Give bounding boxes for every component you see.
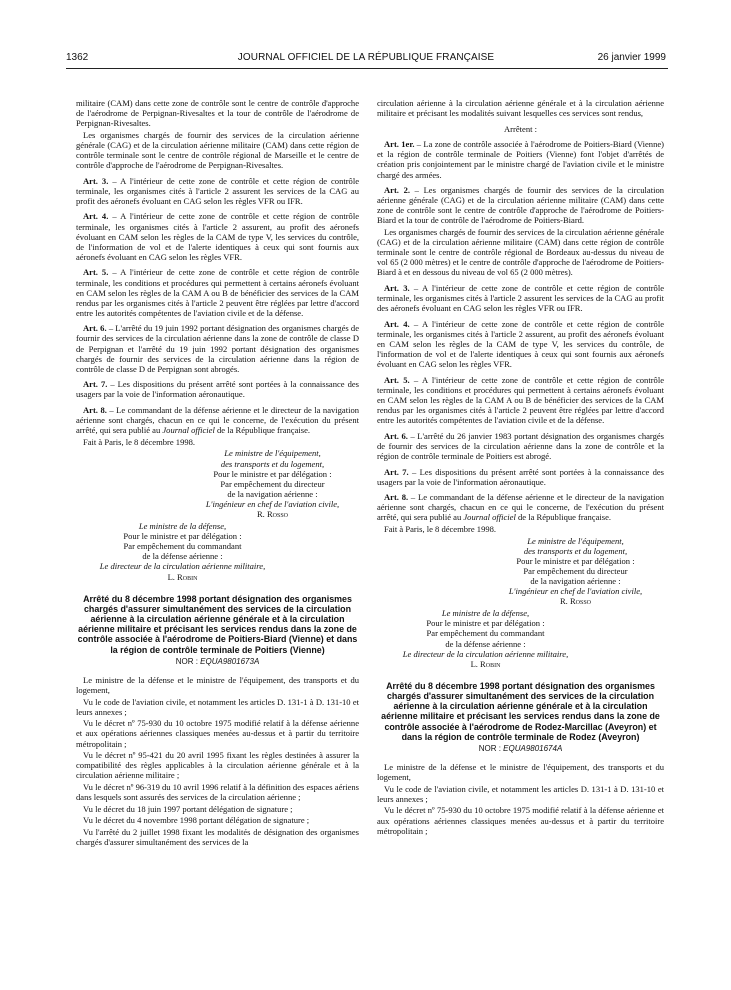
article-label: Art. 5. xyxy=(83,267,109,278)
issue-date: 26 janvier 1999 xyxy=(597,52,666,63)
delegation-line: L'ingénieur en chef de l'aviation civile, xyxy=(205,498,340,509)
signatory-name: R. Rosso xyxy=(256,508,288,519)
article-text: – L'arrêté du 19 juin 1992 portant désignation des organismes chargés de fournir des services de la circulation aérienne dans la zone de contrôle de classe D de Perpignan et l'arrêté du 19 juin 1992 portant désignation des organismes chargés de fournir des services de la circulation aérienne dans la région de contrôle de classe D de Perpignan sont abrogés. xyxy=(76,323,360,374)
signatory-title: des transports et du logement, xyxy=(523,545,628,556)
delegation-line: Par empêchement du directeur xyxy=(523,565,628,576)
nor-reference xyxy=(377,744,664,754)
article-label: Art. 6. xyxy=(384,430,408,441)
delegation-line: Le directeur de la circulation aérienne militaire, xyxy=(99,561,266,572)
journal-title: JOURNAL OFFICIEL DE LA RÉPUBLIQUE FRANÇAISE xyxy=(237,52,495,63)
fait-a-paris: Fait à Paris, le 8 décembre 1998. xyxy=(384,523,497,534)
paragraph: Vu le décret nº 95-421 du 20 avril 1995 fixant les règles destinées à assurer la compatibilité des règles applicables à la circulation aérienne générale et à la circulation aérienne militaire ; xyxy=(76,750,359,781)
article-label: Art. 7. xyxy=(384,466,409,477)
signatory-title: Le ministre de l'équipement, xyxy=(527,535,624,546)
signatory-title: Le ministre de l'équipement, xyxy=(224,448,321,459)
page-header xyxy=(66,52,666,68)
delegation-line: Par empêchement du commandant xyxy=(426,628,545,639)
article-6 xyxy=(76,323,359,373)
signatory-name: R. Rosso xyxy=(559,596,591,607)
article-text: – A l'intérieur de cette zone de contrôle et cette région de contrôle terminale, les organismes cités à l'article 2 assurent, au profit des aéronefs évoluant en CAM selon les règles de la CAM de type V, les services du contrôle, de l'information de vol et de l'alerte identiques à ceux qui sont fournis aux aéronefs évoluant en CAG selon les règles VFR. xyxy=(76,211,360,262)
paragraph: Vu le décret du 18 juin 1997 portant délégation de signature ; xyxy=(83,803,293,814)
paragraph: militaire (CAM) dans cette zone de contrôle sont le centre de contrôle d'approche de l'aérodrome de Perpignan-Rivesaltes et la tour de contrôle de l'aérodrome de Perpignan-Rivesaltes. xyxy=(76,98,359,129)
article-text: – Les dispositions du présent arrêté sont portées à la connaissance des usagers par la voie de l'information aéronautique. xyxy=(377,466,664,487)
header-rule xyxy=(66,68,668,69)
left-column xyxy=(76,98,359,848)
delegation-line: L'ingénieur en chef de l'aviation civile, xyxy=(508,586,643,597)
article-7 xyxy=(377,467,664,487)
paragraph: Vu le code de l'aviation civile, et notamment les articles D. 131-1 à D. 131-10 et leurs annexes ; xyxy=(377,783,664,804)
article-label: Art. 3. xyxy=(83,175,109,186)
article-label: Art. 7. xyxy=(83,379,108,390)
nor-code: EQUA9801674A xyxy=(503,744,563,753)
delegation-line: Pour le ministre et par délégation : xyxy=(213,468,332,479)
signature-block xyxy=(487,536,664,607)
article-text: – Les organismes chargés de fournir des services de la circulation aérienne générale (CAG) et de la circulation aérienne militaire (CAM) dans cette zone de contrôle sont le centre de contrôle d'approche de l'aérodrome de Poitiers-Biard et la tour de contrôle de l'aérodrome de Poitiers-Biard. xyxy=(377,185,664,226)
journal-ref: Journal officiel xyxy=(463,512,516,523)
signatory-title: Le ministre de la défense, xyxy=(441,608,530,619)
paragraph: Vu le décret nº 96-319 du 10 avril 1996 relatif à la définition des espaces aériens dans lesquels sont assurés des services de la circulation aérienne ; xyxy=(76,781,359,802)
article-label: Art. 6. xyxy=(83,323,107,334)
nor-label: NOR : xyxy=(478,744,504,753)
signature-block xyxy=(76,521,289,582)
article-5 xyxy=(76,267,359,317)
article-text: – Les dispositions du présent arrêté sont portées à la connaissance des usagers par la voie de l'information aéronautique. xyxy=(76,379,359,400)
paragraph: Vu le décret nº 75-930 du 10 octobre 1975 modifié relatif à la défense aérienne et aux opérations aériennes classiques menées au-dessus et à partir du territoire métropolitain ; xyxy=(377,805,664,836)
signatory-name: L. Robin xyxy=(167,571,198,582)
paragraph: Vu l'arrêté du 2 juillet 1998 fixant les modalités de désignation des organismes chargés d'assurer simultanément des services de la xyxy=(76,826,359,847)
article-4 xyxy=(377,319,664,369)
paragraph: circulation aérienne à la circulation aérienne générale et à la circulation aérienne militaire et précisant les modalités suivant lesquelles ces services sont rendus, xyxy=(377,98,664,119)
article-label: Art. 8. xyxy=(83,405,107,416)
article-label: Art. 1er. xyxy=(384,139,415,150)
signatory-title: Le ministre de la défense, xyxy=(138,521,227,532)
article-6 xyxy=(377,431,664,461)
page-number: 1362 xyxy=(66,52,89,63)
article-text-end: de la République française. xyxy=(515,512,612,523)
article-text: – A l'intérieur de cette zone de contrôle et cette région de contrôle terminale, les organismes cités à l'article 2 assurent les services de la CAG au profit des aéronefs évoluant en CAG selon les règles VFR ou IFR. xyxy=(76,175,360,206)
article-3 xyxy=(76,176,359,206)
article-label: Art. 2. xyxy=(384,185,411,196)
decree-title: Arrêté du 8 décembre 1998 portant désignation des organismes chargés d'assurer simultanément des services de la circulation aérienne à la circulation aérienne générale et à la circulation aérienne militaire et précisant les services rendus dans la zone de contrôle associée à l'aérodrome de Poitiers-Biard (Vienne) et dans la région de contrôle terminale de Poitiers (Vienne) xyxy=(77,593,358,655)
article-3 xyxy=(377,283,664,313)
article-4 xyxy=(76,211,359,261)
paragraph: Les organismes chargés de fournir des services de la circulation aérienne générale (CAG) et de la circulation aérienne militaire (CAM) dans cette région de contrôle terminale sont le centre de contrôle régional de Marseille et le centre de contrôle d'approche de l'aérodrome de Perpignan-Rivesaltes. xyxy=(76,129,359,171)
article-label: Art. 8. xyxy=(384,492,409,503)
delegation-line: de la défense aérienne : xyxy=(445,638,526,649)
paragraph: Le ministre de la défense et le ministre de l'équipement, des transports et du logement, xyxy=(377,762,664,783)
delegation-line: de la défense aérienne : xyxy=(142,551,223,562)
decree-title: Arrêté du 8 décembre 1998 portant désignation des organismes chargés d'assurer simultanément des services de la circulation aérienne à la circulation aérienne générale et à la circulation aérienne militaire et précisant les services rendus dans la zone de contrôle associée à l'aérodrome de Rodez-Marcillac (Aveyron) et dans la région de contrôle terminale de Rodez (Aveyron) xyxy=(381,680,660,742)
signature-block xyxy=(377,608,594,669)
delegation-line: Par empêchement du directeur xyxy=(220,478,325,489)
article-text: – A l'intérieur de cette zone de contrôle et cette région de contrôle terminale, les conditions et procédures qui permettent à certains aéronefs évoluant en CAM selon les règles de la CAM A ou B de bénéficier des services de la CAM rendus par les organismes cités à l'article 2 peuvent être réglées par lettre d'accord entre les autorités compétentes de l'aviation civile et de la défense. xyxy=(76,267,360,318)
delegation-line: Pour le ministre et par délégation : xyxy=(426,618,545,629)
article-text: – Le commandant de la défense aérienne et le directeur de la navigation aérienne sont chargés, chacun en ce qui le concerne, de l'exécution du présent arrêté, qui sera publié au xyxy=(76,405,359,436)
article-text: – A l'intérieur de cette zone de contrôle et cette région de contrôle terminale, les organismes cités à l'article 2 assurent, au profit des aéronefs évoluant en CAM selon les règles de la CAM de type V, les services du contrôle, de l'information de vol et de l'alerte identiques à ceux qui sont fournis aux aéronefs évoluant en CAG selon les règles VFR. xyxy=(377,318,664,370)
article-1 xyxy=(377,139,664,179)
article-text: – A l'intérieur de cette zone de contrôle et cette région de contrôle terminale, les organismes cités à l'article 2 assurent les services de la CAG au profit des aéronefs évoluant en CAG selon les règles VFR ou IFR. xyxy=(377,283,664,314)
article-text-end: de la République française. xyxy=(214,425,311,436)
nor-code: EQUA9801673A xyxy=(200,656,260,666)
right-column xyxy=(377,98,664,837)
article-text: – L'arrêté du 26 janvier 1983 portant désignation des organismes chargés de fournir des services de la circulation aérienne dans la zone de contrôle et la région de contrôle terminale de Poitiers est abrogé. xyxy=(377,430,664,461)
delegation-line: de la navigation aérienne : xyxy=(227,488,318,499)
paragraph: Le ministre de la défense et le ministre de l'équipement, des transports et du logement, xyxy=(76,674,359,696)
article-8 xyxy=(76,405,359,435)
paragraph: Les organismes chargés de fournir des services de la circulation aérienne générale (CAG) et de la circulation aérienne militaire (CAM) dans cette région de contrôle terminale sont le centre de contrôle régional de Bordeaux au-dessus du niveau de vol 65 (2 000 mètres) et le centre de contrôle d'approche de l'aérodrome de Poitiers-Biard à et en dessous du niveau de vol 65 (2 000 mètres). xyxy=(377,227,664,278)
journal-ref: Journal officiel xyxy=(162,425,215,436)
nor-reference xyxy=(76,657,359,667)
paragraph: Vu le code de l'aviation civile, et notamment les articles D. 131-1 à D. 131-10 et leurs annexes ; xyxy=(76,696,359,717)
article-label: Art. 3. xyxy=(384,283,410,293)
paragraph: Vu le décret nº 75-930 du 10 octobre 1975 modifié relatif à la défense aérienne et aux opérations aériennes classiques menées au-dessus et à partir du territoire métropolitain ; xyxy=(76,718,359,749)
article-7 xyxy=(76,379,359,399)
delegation-line: Pour le ministre et par délégation : xyxy=(123,531,242,542)
delegation-line: de la navigation aérienne : xyxy=(530,575,621,586)
signature-block xyxy=(186,448,359,519)
delegation-line: Par empêchement du commandant xyxy=(123,541,242,552)
paragraph: Vu le décret du 4 novembre 1998 portant délégation de signature ; xyxy=(83,815,310,826)
article-5 xyxy=(377,375,664,425)
arretent: Arrêtent : xyxy=(504,123,537,134)
article-label: Art. 4. xyxy=(384,318,410,329)
delegation-line: Pour le ministre et par délégation : xyxy=(516,555,635,566)
article-text: – A l'intérieur de cette zone de contrôle et cette région de contrôle terminale, les conditions et procédures qui permettent à certains aéronefs évoluant en CAM selon les règles de la CAM A ou B de bénéficier des services de la CAM rendus par les organismes cités à l'article 2 peuvent être réglées par lettre d'accord entre les autorités compétentes de l'aviation civile et de la défense. xyxy=(377,374,664,426)
nor-label: NOR : xyxy=(175,656,201,666)
article-2 xyxy=(377,185,664,225)
delegation-line: Le directeur de la circulation aérienne militaire, xyxy=(402,648,569,659)
signatory-name: L. Robin xyxy=(470,658,501,669)
article-label: Art. 5. xyxy=(384,374,410,385)
fait-a-paris: Fait à Paris, le 8 décembre 1998. xyxy=(83,436,196,447)
signatory-title: des transports et du logement, xyxy=(220,458,325,469)
article-8 xyxy=(377,492,664,522)
article-text: – La zone de contrôle associée à l'aérodrome de Poitiers-Biard (Vienne) et la région de contrôle terminale de Poitiers (Vienne) font l'objet d'arrêtés de création pris conjointement par le ministre chargé de l'aviation civile et le ministre chargé des armées. xyxy=(377,139,664,180)
article-label: Art. 4. xyxy=(83,211,109,222)
article-text: – Le commandant de la défense aérienne et le directeur de la navigation aérienne sont chargés, chacun en ce qui le concerne, de l'exécution du présent arrêté, qui sera publié au xyxy=(377,492,664,523)
